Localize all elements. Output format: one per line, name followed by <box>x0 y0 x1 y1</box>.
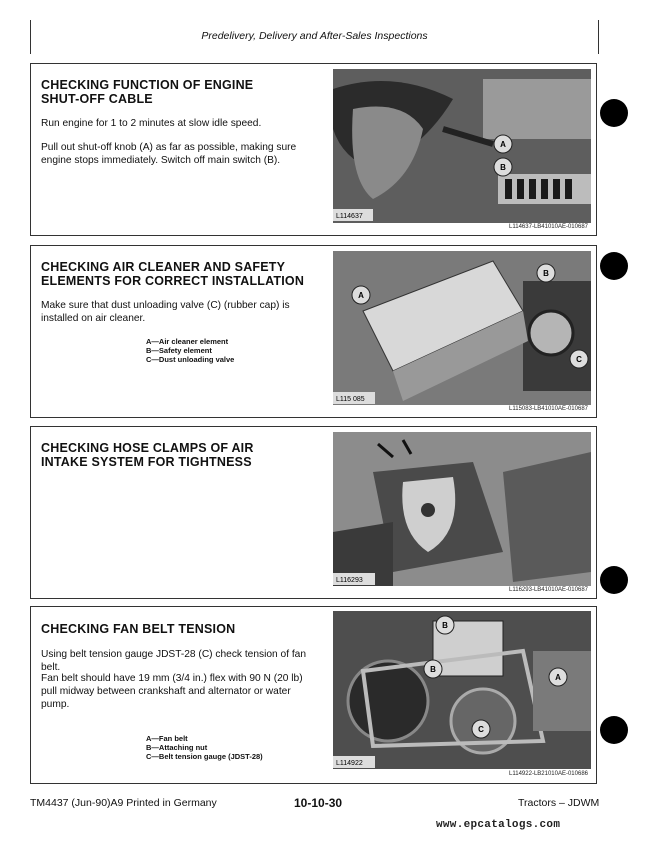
footer-page-number: 10-10-30 <box>294 796 343 810</box>
section-title <box>41 260 304 288</box>
instruction-text: Run engine for 1 to 2 minutes at slow idle speed. <box>41 118 262 129</box>
footer-publication: TM4437 (Jun-90)A9 Printed in Germany <box>30 797 217 809</box>
figure-legend <box>146 734 263 761</box>
figure-legend <box>146 337 234 364</box>
section-title <box>41 622 235 636</box>
instruction-text: Make sure that dust unloading valve (C) (rubber cap) is installed on air cleaner. <box>41 300 290 324</box>
instruction-text: Pull out shut-off knob (A) as far as possible, making sure engine stops immediately. Switch off main switch (B). <box>41 142 297 166</box>
photo-tag: L116293 <box>336 577 363 584</box>
section-title-line: ELEMENTS FOR CORRECT INSTALLATION <box>41 274 305 288</box>
legend-item: B—Safety element <box>146 346 212 355</box>
callout-label: C <box>478 725 484 734</box>
instruction-text: Using belt tension gauge JDST-28 (C) check tension of fan belt. <box>41 649 307 673</box>
callout-label: B <box>430 665 436 674</box>
photo-fan-belt <box>333 611 591 769</box>
photo-air-cleaner <box>333 251 591 405</box>
legend-item: B—Attaching nut <box>146 743 208 752</box>
figure-caption: L115083-LB41010AE-010687 <box>509 406 588 412</box>
callout-label: A <box>555 673 561 682</box>
section-marker-dot <box>600 566 628 594</box>
section-engine-shutoff <box>30 63 597 236</box>
section-hose-clamps <box>30 426 597 599</box>
footer-product: Tractors – JDWM <box>518 797 600 809</box>
legend-item: C—Dust unloading valve <box>146 355 235 364</box>
section-title <box>41 78 253 106</box>
callout-label: B <box>500 163 506 172</box>
section-title <box>41 441 254 469</box>
instruction-text: Fan belt should have 19 mm (3/4 in.) flex with 90 N (20 lb) pull midway between crankshaft and alternator or water pump. <box>41 673 303 710</box>
photo-tag: L115 085 <box>336 396 365 403</box>
callout-label: B <box>543 269 549 278</box>
section-title-line: CHECKING FAN BELT TENSION <box>41 622 236 636</box>
callout-label: A <box>358 291 364 300</box>
photo-tag: L114922 <box>336 760 363 767</box>
legend-item: A—Fan belt <box>146 734 188 743</box>
header-title: Predelivery, Delivery and After-Sales Inspections <box>201 30 428 42</box>
section-title-line: CHECKING HOSE CLAMPS OF AIR <box>41 441 254 455</box>
photo-hose-clamps <box>333 432 591 586</box>
section-marker-dot <box>600 716 628 744</box>
section-marker-dot <box>600 252 628 280</box>
section-air-cleaner <box>30 245 597 418</box>
section-marker-dot <box>600 99 628 127</box>
section-title-line: CHECKING FUNCTION OF ENGINE <box>41 78 254 92</box>
legend-item: A—Air cleaner element <box>146 337 229 346</box>
legend-item: C—Belt tension gauge (JDST-28) <box>146 752 263 761</box>
photo-tag: L114637 <box>336 213 363 220</box>
section-title-line: INTAKE SYSTEM FOR TIGHTNESS <box>41 455 252 469</box>
figure-caption: L116293-LB41010AE-010687 <box>509 587 588 593</box>
watermark-url: www.epcatalogs.com <box>436 819 561 831</box>
callout-label: A <box>500 140 506 149</box>
figure-caption: L114637-LB41010AE-010687 <box>509 224 588 230</box>
photo-shutoff-cable <box>333 69 591 223</box>
callout-label: C <box>576 355 582 364</box>
figure-caption: L114922-LB21010AE-010686 <box>509 771 588 777</box>
section-title-line: CHECKING AIR CLEANER AND SAFETY <box>41 260 286 274</box>
section-title-line: SHUT-OFF CABLE <box>41 92 153 106</box>
section-fan-belt <box>30 606 597 784</box>
running-header <box>30 20 599 54</box>
callout-label: B <box>442 621 448 630</box>
